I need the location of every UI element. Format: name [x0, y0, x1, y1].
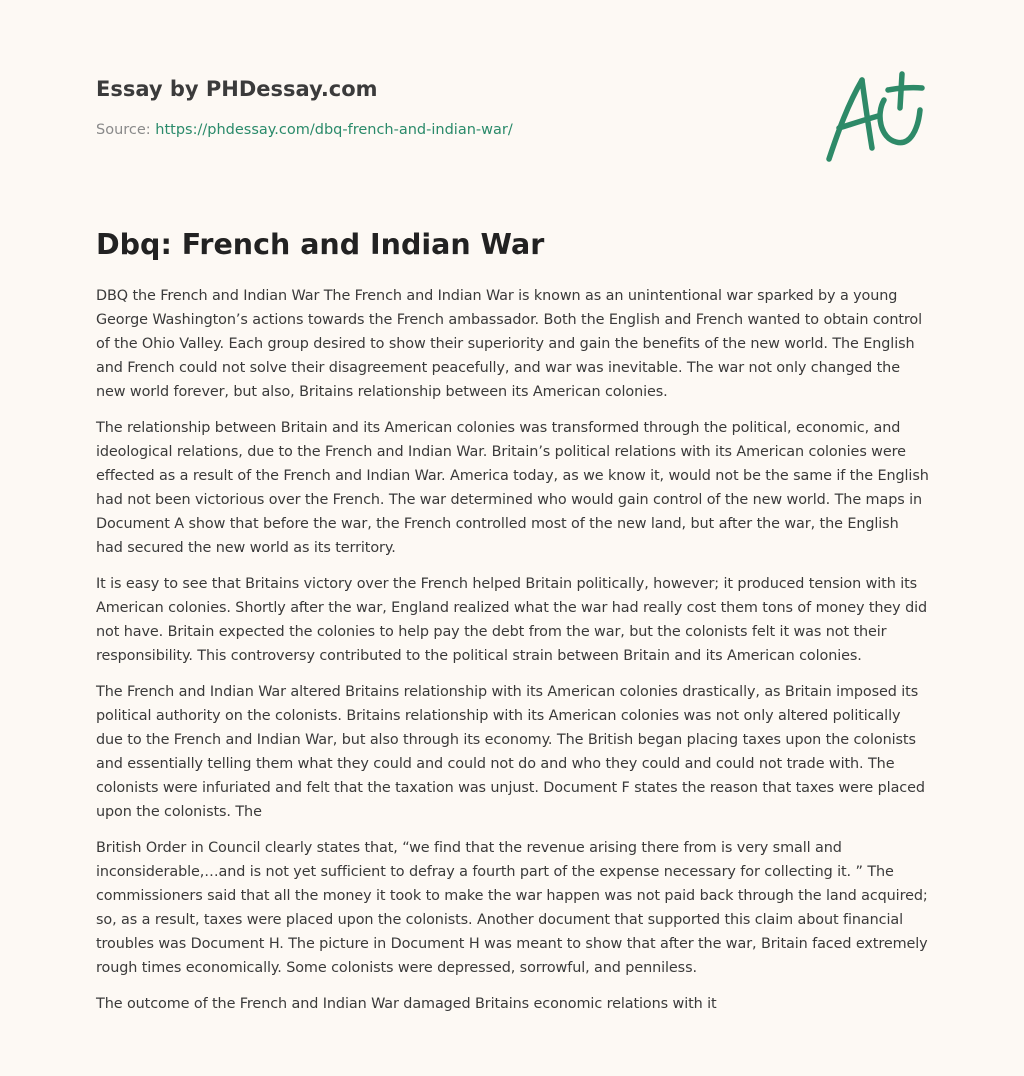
essay-paragraph: British Order in Council clearly states that, “we find that the revenue arising there from is very small and inconsiderable,…and is not yet sufficient to defray a fourth part of the expense necessary for collecting it. ” The commissioners said that all the money it took to make the war happen was not paid back through the land acquired; so, as a result, taxes were placed upon the colonists. Another document that supported this claim about financial troubles was Document H. The picture in Document H was meant to show that after the war, Britain faced extremely rough times economically. Some colonists were depressed, sorrowful, and penniless.: [96, 840, 928, 976]
essay-paragraph: The outcome of the French and Indian War damaged Britains economic relations with it: [96, 996, 717, 1012]
source-label: Source:: [96, 122, 151, 138]
a-plus-logo-icon: [818, 66, 930, 168]
essay-header: [96, 74, 816, 140]
source-link[interactable]: https://phdessay.com/dbq-french-and-indian-war/: [155, 122, 513, 138]
site-title: Essay by PHDessay.com: [96, 77, 378, 101]
source-line: [96, 120, 816, 140]
essay-title: Dbq: French and Indian War: [96, 228, 545, 261]
essay-paragraph: The French and Indian War altered Britains relationship with its American colonies drastically, as Britain imposed its political authority on the colonists. Britains relationship with its American colonies was not only altered politically due to the French and Indian War, but also through its economy. The British began placing taxes upon the colonists and essentially telling them what they could and could not do and who they could and could not trade with. The colonists were infuriated and felt that the taxation was unjust. Document F states the reason that taxes were placed upon the colonists. The: [96, 684, 925, 820]
essay-body: [96, 284, 929, 1028]
essay-paragraph: The relationship between Britain and its American colonies was transformed through the political, economic, and ideological relations, due to the French and Indian War. Britain’s political relations with its American colonies were effected as a result of the French and Indian War. America today, as we know it, would not be the same if the English had not been victorious over the French. The war determined who would gain control of the new world. The maps in Document A show that before the war, the French controlled most of the new land, but after the war, the English had secured the new world as its territory.: [96, 420, 929, 556]
essay-paragraph: It is easy to see that Britains victory over the French helped Britain politically, however; it produced tension with its American colonies. Shortly after the war, England realized what the war had really cost them tons of money they did not have. Britain expected the colonies to help pay the debt from the war, but the colonists felt it was not their responsibility. This controversy contributed to the political strain between Britain and its American colonies.: [96, 576, 928, 664]
essay-paragraph: DBQ the French and Indian War The French and Indian War is known as an unintentional war sparked by a young George Washington’s actions towards the French ambassador. Both the English and French wanted to obtain control of the Ohio Valley. Each group desired to show their superiority and gain the benefits of the new world. The English and French could not solve their disagreement peacefully, and war was inevitable. The war not only changed the new world forever, but also, Britains relationship between its American colonies.: [96, 288, 923, 400]
